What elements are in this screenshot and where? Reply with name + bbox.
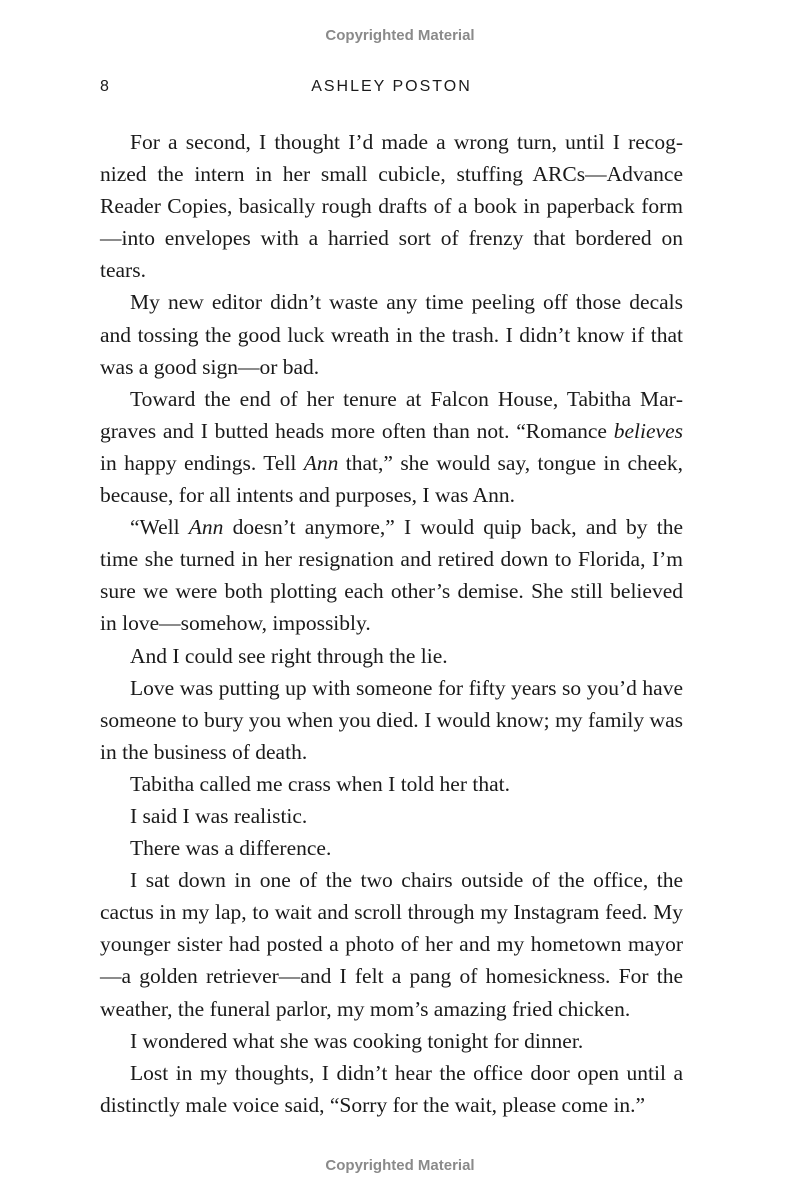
paragraph bbox=[100, 832, 683, 864]
running-head bbox=[100, 78, 683, 102]
running-head-author: ASHLEY POSTON bbox=[311, 78, 472, 95]
text-run: For a second, I thought I’d made a wrong turn, until I recognized the intern in her small cubicle, stuffing ARCs—Advance Reader Copies, basically rough drafts of a book in paperback form—into envelopes with a harried sort of frenzy that bordered on tears. bbox=[100, 130, 683, 283]
paragraph bbox=[100, 800, 683, 832]
paragraph bbox=[100, 1025, 683, 1057]
paragraph bbox=[100, 640, 683, 672]
paragraph bbox=[100, 672, 683, 768]
text-run: I said I was realistic. bbox=[130, 803, 308, 828]
text-run: I wondered what she was cooking tonight for dinner. bbox=[130, 1028, 584, 1053]
italic-text: believes bbox=[613, 418, 683, 443]
italic-text: Ann bbox=[188, 515, 224, 540]
paragraph bbox=[100, 768, 683, 800]
text-run: Lost in my thoughts, I didn’t hear the office door open until a distinctly male voice said, “Sorry for the wait, please come in.” bbox=[100, 1060, 683, 1117]
text-run: in happy endings. Tell bbox=[100, 450, 304, 475]
text-run: “Well bbox=[130, 515, 189, 540]
paragraph bbox=[100, 511, 683, 639]
paragraph bbox=[100, 383, 683, 511]
text-run: doesn’t anymore,” I would quip back, and by the time she turned in her resignation and retired down to Florida, I’m sure we were both plotting each other’s demise. She still believed in love—somehow, impossibly. bbox=[100, 515, 683, 636]
text-run: Toward the end of her tenure at Falcon House, Tabitha Margraves and I butted heads more often than not. “Romance bbox=[100, 386, 683, 443]
paragraph bbox=[100, 126, 683, 286]
italic-text: Ann bbox=[303, 450, 339, 475]
text-run: My new editor didn’t waste any time peeling off those decals and tossing the good luck wreath in the trash. I didn’t know if that was a good sign—or bad. bbox=[100, 290, 683, 379]
text-run: that,” she would say, tongue in cheek, because, for all intents and purposes, I was Ann. bbox=[100, 450, 683, 508]
paragraph bbox=[100, 1057, 683, 1121]
text-run: Love was putting up with someone for fifty years so you’d have someone to bury you when you died. I would know; my family was in the business of death. bbox=[100, 675, 683, 764]
text-run: Tabitha called me crass when I told her that. bbox=[130, 771, 510, 796]
paragraph bbox=[100, 864, 683, 1024]
text-run: There was a difference. bbox=[130, 836, 332, 861]
text-run: And I could see right through the lie. bbox=[130, 643, 448, 668]
text-run: I sat down in one of the two chairs outside of the office, the cactus in my lap, to wait and scroll through my Instagram feed. My younger sister had posted a photo of her and my hometown mayor—a golden retriever—and I felt a pang of homesickness. For the weather, the funeral parlor, my mom’s amazing fried chicken. bbox=[100, 868, 683, 1021]
paragraph bbox=[100, 286, 683, 382]
copyright-watermark-top: Copyrighted Material bbox=[325, 27, 475, 44]
body-text bbox=[100, 126, 683, 1121]
copyright-watermark-bottom: Copyrighted Material bbox=[325, 1157, 475, 1174]
page-number: 8 bbox=[100, 78, 109, 95]
